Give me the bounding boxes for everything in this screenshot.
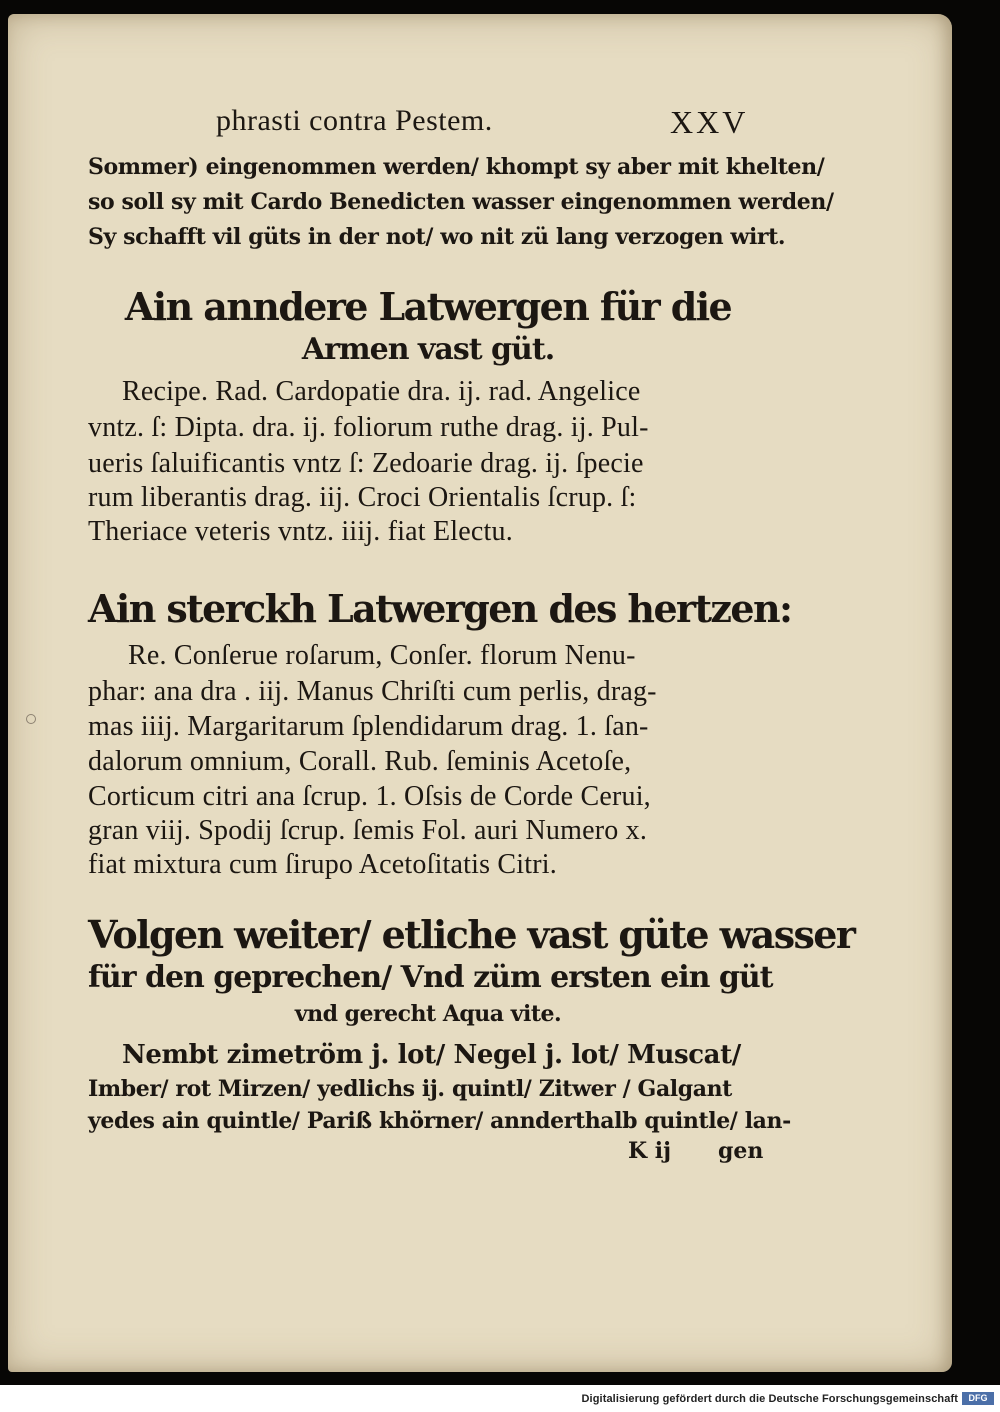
binding-hole xyxy=(26,714,36,724)
intro-line: so soll sy mit Cardo Benedicten wasser eingenommen werden/ xyxy=(88,189,834,215)
page-number: XXV xyxy=(670,104,749,140)
section1-heading: Ain anndere Latwergen für die xyxy=(124,284,732,329)
section1-heading-sub: Armen vast güt. xyxy=(301,332,555,367)
section1-body-line: Theriace veteris vntz. iiij. fiat Electu. xyxy=(88,516,513,547)
section2-body-line: mas iiij. Margaritarum ſplendidarum drag. 1. ſan- xyxy=(88,711,649,742)
section3-body-line: yedes ain quintle/ Pariß khörner/ annderthalb quintle/ lan- xyxy=(88,1108,791,1134)
running-title: phrasti contra Pestem. xyxy=(216,104,493,137)
section2-body-line: phar: ana dra . iij. Manus Chriſti cum perlis, drag- xyxy=(88,676,657,707)
intro-line: Sommer) eingenommen werden/ khompt sy aber mit khelten/ xyxy=(88,154,825,180)
catchword: gen xyxy=(718,1138,764,1164)
section2-body-line: fiat mixtura cum ſirupo Acetoſitatis Citri. xyxy=(88,849,557,880)
section3-heading: Volgen weiter/ etliche vast güte wasser xyxy=(88,912,855,957)
section2-heading: Ain sterckh Latwergen des hertzen: xyxy=(88,586,792,631)
footer-bar xyxy=(0,1385,1000,1412)
dfg-logo-icon: DFG xyxy=(962,1392,994,1405)
section3-body-line: Imber/ rot Mirzen/ yedlichs ij. quintl/ Zitwer / Galgant xyxy=(88,1076,732,1102)
section3-body-line: Nembt zimetröm j. lot/ Negel j. lot/ Muscat/ xyxy=(122,1040,741,1070)
section1-body-line: ueris ſaluificantis vntz ſ: Zedoarie drag. ij. ſpecie xyxy=(88,448,644,479)
funding-credit: Digitalisierung gefördert durch die Deutsche Forschungsgemeinschaft xyxy=(581,1393,958,1405)
section2-body-line: Re. Conſerue roſarum, Conſer. florum Nenu- xyxy=(128,640,636,671)
section3-heading-sub: vnd gerecht Aqua vite. xyxy=(294,1001,562,1027)
section3-heading-sub: für den geprechen/ Vnd züm ersten ein güt xyxy=(88,960,773,995)
signature-mark: K ij xyxy=(628,1138,672,1164)
section2-body-line: Corticum citri ana ſcrup. 1. Oſsis de Corde Cerui, xyxy=(88,781,651,812)
section1-body-line: rum liberantis drag. iij. Croci Orientalis ſcrup. ſ: xyxy=(88,482,637,513)
section2-body-line: gran viij. Spodij ſcrup. ſemis Fol. auri Numero x. xyxy=(88,815,648,846)
section2-body-line: dalorum omnium, Corall. Rub. ſeminis Acetoſe, xyxy=(88,746,632,777)
section1-body-line: Recipe. Rad. Cardopatie dra. ij. rad. Angelice xyxy=(122,376,641,407)
section1-body-line: vntz. ſ: Dipta. dra. ij. foliorum ruthe drag. ij. Pul- xyxy=(88,412,649,443)
intro-line: Sy schafft vil güts in der not/ wo nit zü lang verzogen wirt. xyxy=(88,224,786,250)
